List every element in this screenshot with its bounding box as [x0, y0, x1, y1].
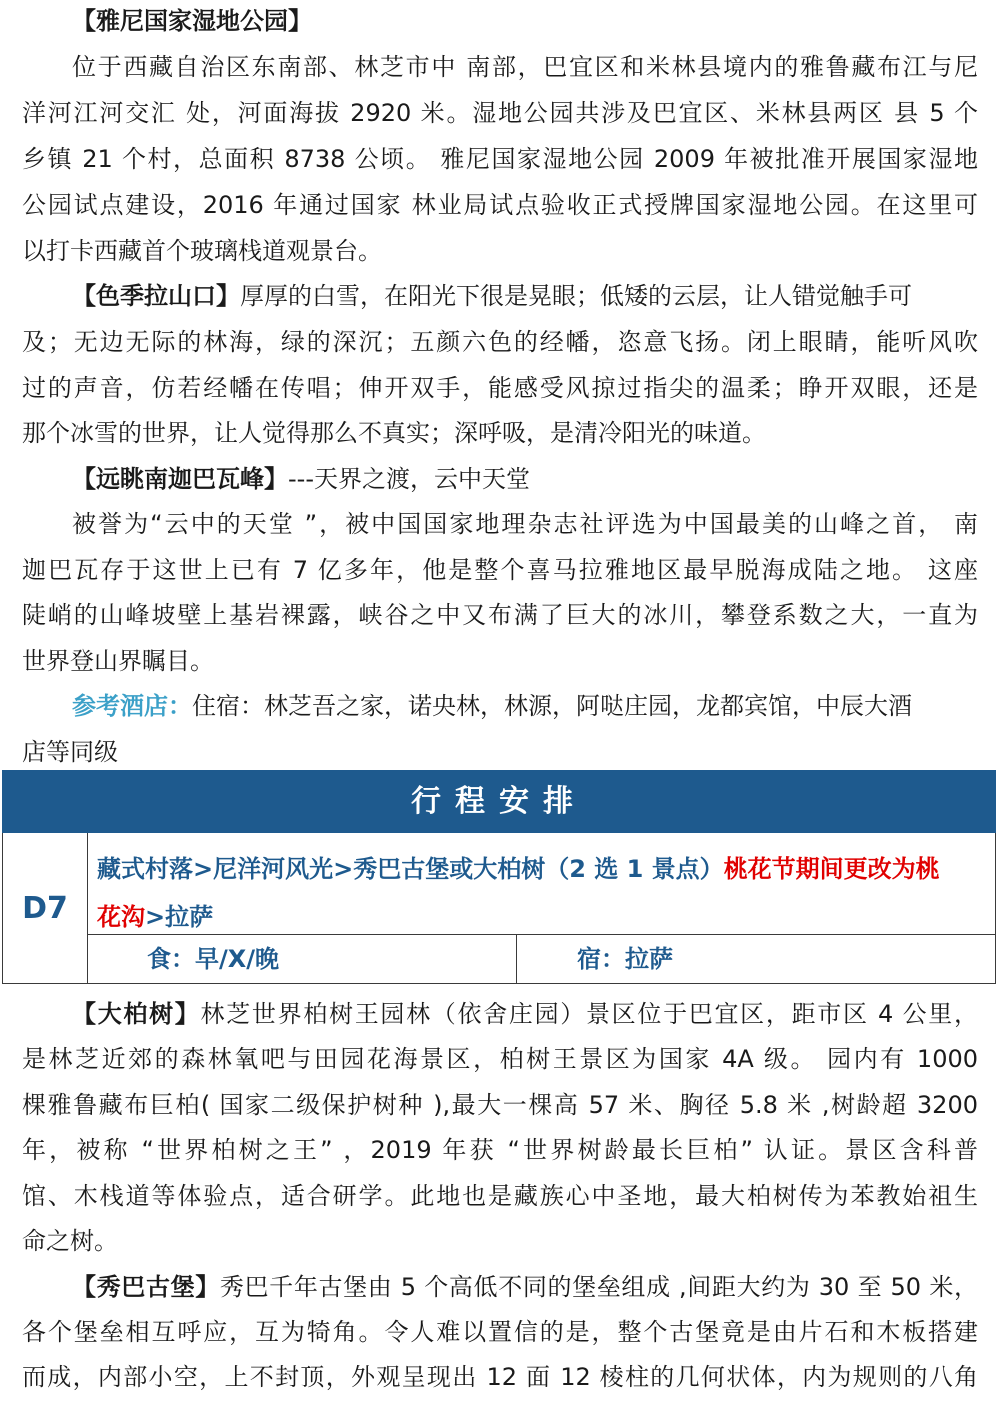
baishu-line-6: 命之树。	[22, 1227, 118, 1255]
row-divider	[88, 934, 995, 935]
baishu-first: 林芝世界柏树王园林（依舍庄园）景区位于巴宜区，距市区 4 公里，	[200, 1000, 978, 1028]
nanjia-line-3: 陡峭的山峰坡壁上基岩裸露，峡谷之中又布满了巨大的冰川，攀登系数之大，一直为	[22, 601, 978, 629]
nanjia-line-1: 被誉为“云中的天堂 ”，被中国国家地理杂志社评选为中国最美的山峰之首， 南	[72, 510, 978, 538]
yani-line-4: 公园试点建设，2016 年通过国家 林业局试点验收正式授牌国家湿地公园。在这里可	[22, 191, 978, 219]
seji-line-3: 过的声音，仿若经幡在传唱；伸开双手，能感受风掠过指尖的温柔；睁开双眼，还是	[22, 374, 978, 402]
nanjia-title: 【远眺南迦巴瓦峰】	[72, 465, 288, 493]
yani-title: 【雅尼国家湿地公园】	[72, 7, 312, 35]
baishu-line-4: 年，被称 “世界柏树之王” ，2019 年获 “世界树龄最长巨柏” 认证。景区含科普	[22, 1136, 978, 1164]
seji-line-1	[72, 281, 978, 311]
yani-line-3: 乡镇 21 个村，总面积 8738 公顷。 雅尼国家湿地公园 2009 年被批准开展国家湿地	[22, 145, 978, 173]
baishu-line-5: 馆、木栈道等体验点，适合研学。此地也是藏族心中圣地，最大柏树传为苯教始祖生	[22, 1182, 978, 1210]
xiuba-line-2: 各个堡垒相互呼应，互为犄角。令人难以置信的是，整个古堡竟是由片石和木板搭建	[22, 1318, 978, 1346]
meals-info: 食：早/X/晚	[147, 945, 280, 973]
stay-info: 宿：拉萨	[577, 945, 673, 973]
baishu-line-2: 是林芝近郊的森林氧吧与田园花海景区，柏树王景区为国家 4A 级。 园内有 1000	[22, 1045, 978, 1073]
yani-line-2: 洋河江河交汇 处，河面海拔 2920 米。湿地公园共涉及巴宜区、米林县两区 县 5 个	[22, 99, 978, 127]
xiuba-first: 秀巴千年古堡由 5 个高低不同的堡垒组成 ,间距大约为 30 至 50 米，	[219, 1273, 978, 1301]
hotel-line-2: 店等同级	[22, 738, 118, 766]
seji-line-2: 及；无边无际的林海，绿的深沉；五颜六色的经幡，恣意飞扬。闭上眼睛，能听风吹	[22, 328, 978, 356]
nanjia-line-4: 世界登山界瞩目。	[22, 647, 214, 675]
route-red-2: 花沟	[97, 903, 145, 931]
day-label: D7	[3, 833, 88, 983]
xiuba-line-3: 而成，内部小空，上不封顶，外观呈现出 12 面 12 棱柱的几何状体，内为规则的八角	[22, 1363, 978, 1391]
yani-line-5: 以打卡西藏首个玻璃栈道观景台。	[22, 237, 382, 265]
hotel-label: 参考酒店：	[72, 692, 192, 720]
route-red-1: 桃花节期间更改为桃	[723, 855, 940, 883]
itinerary-table	[2, 833, 996, 984]
baishu-title: 【大柏树】	[72, 1000, 201, 1028]
seji-line-4: 那个冰雪的世界，让人觉得那么不真实；深呼吸，是清冷阳光的味道。	[22, 419, 766, 447]
nanjia-subtitle: ---天界之渡，云中天堂	[288, 465, 530, 493]
nanjia-title-line	[72, 464, 978, 494]
day-route	[97, 845, 989, 941]
yani-line-1: 位于西藏自治区东南部、林芝市中 南部，巴宜区和米林县境内的雅鲁藏布江与尼	[72, 53, 978, 81]
baishu-line-3: 棵雅鲁藏布巨柏( 国家二级保护树种 ),最大一棵高 57 米、胸径 5.8 米 ,树龄超 3200	[22, 1091, 978, 1119]
route-part-2: >拉萨	[145, 903, 214, 931]
nanjia-line-2: 迦巴瓦存于这世上已有 7 亿多年，他是整个喜马拉雅地区最早脱海成陆之地。 这座	[22, 556, 978, 584]
hotel-list: 住宿：林芝吾之家，诺央林，林源，阿哒庄园，龙都宾馆，中辰大酒	[192, 692, 912, 720]
hotel-line-1	[72, 691, 978, 721]
xiuba-title: 【秀巴古堡】	[72, 1273, 220, 1301]
itinerary-banner: 行程安排	[2, 770, 996, 833]
seji-title: 【色季拉山口】	[72, 282, 240, 310]
seji-first: 厚厚的白雪，在阳光下很是晃眼；低矮的云层，让人错觉触手可	[240, 282, 912, 310]
cell-divider	[516, 934, 517, 983]
route-part-1: 藏式村落>尼洋河风光>秀巴古堡或大柏树（2 选 1 景点）	[97, 855, 724, 883]
